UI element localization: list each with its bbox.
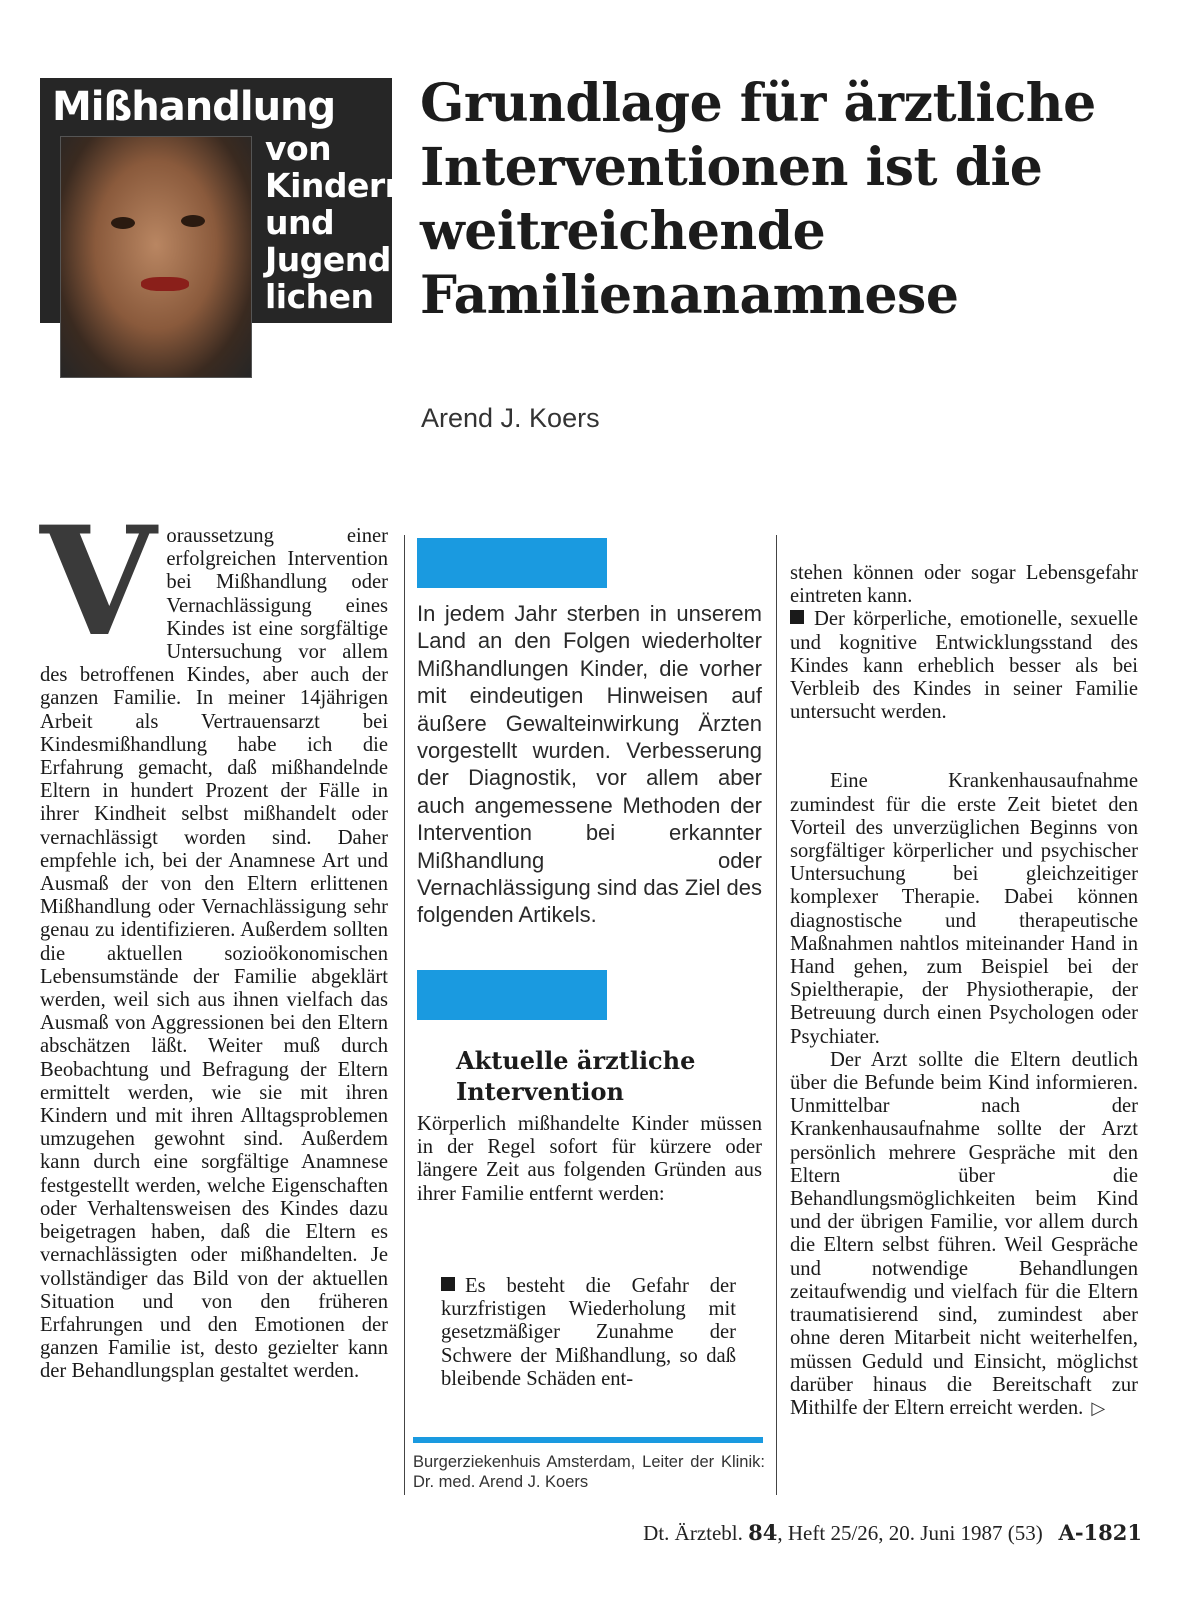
journal-name: Dt. Ärztebl. — [643, 1521, 743, 1545]
journal-volume: 84 — [748, 1520, 778, 1545]
paragraph: Eine Krankenhausaufnahme zumindest für die erste Zeit bietet den Vorteil des unverzüglichen Beginns von sorgfältiger körperlicher und psychischer Untersuchung bei gleichzeitiger komplexer Therapie. Dabei können diagnostische und therapeutische Maßnahmen nahtlos miteinander Hand in Hand gehen, zum Beispiel bei der Spieltherapie, der Physiotherapie, der Betreuung durch einen Psychologen oder Psychiater. — [790, 770, 1138, 1048]
badge-subtitle-line: von — [265, 129, 332, 168]
column-3 — [790, 562, 1138, 1420]
dropcap: V — [40, 494, 157, 670]
badge-subtitle-line: lichen — [265, 277, 374, 316]
section-heading: Aktuelle ärztliche Intervention — [456, 1046, 696, 1106]
page-number: A-1821 — [1058, 1520, 1142, 1545]
continue-arrow-icon: ▷ — [1091, 1397, 1106, 1419]
bullet-square-icon — [441, 1277, 455, 1291]
article-headline: Grundlage für ärztliche Interventionen ist die weitreichende Familienanamnese — [420, 73, 1096, 326]
bullet-item — [790, 608, 1138, 724]
bullet-item — [441, 1275, 736, 1391]
accent-bar — [417, 538, 607, 588]
column-divider — [404, 535, 405, 1495]
bullet-square-icon — [790, 610, 804, 624]
column-1-text: oraussetzung einer erfolgreichen Intervention bei Mißhandlung oder Vernachlässigung eines Kindes ist eine sorgfältige Untersuchung vor allem des betroffenen Kindes, aber auch der ganzen Familie. In meiner 14jährigen Arbeit als Vertrauensarzt bei Kindesmißhandlung habe ich die Erfahrung gemacht, daß mißhandelnde Eltern in hundert Prozent der Fälle in ihrer Kindheit selbst mißhandelt oder vernachlässigt worden sind. Daher empfehle ich, bei der Anamnese Art und Ausmaß der von den Eltern erlittenen Mißhandlung oder Vernachlässigung sehr genau zu identifizieren. Außerdem sollten die aktuellen sozioökonomischen Lebensumstände der Familie abgeklärt werden, weil sich aus ihnen vielfach das Ausmaß von Aggressionen bei den Eltern abschätzen läßt. Weiter muß durch Beobachtung und Befragung der Eltern ermittelt werden, wie sie mit ihren Kindern und mit ihren Alltagsproblemen umzugehen gewohnt sind. Außerdem kann durch eine sorgfältige Anamnese festgestellt werden, welche Eigenschaften oder Verhaltensweisen des Kindes dazu beigetragen haben, daß die Eltern es vernachlässigten oder mißhandelten. Je vollständiger das Bild von der aktuellen Situation und von den früheren Erfahrungen und den Emotionen der ganzen Familie ist, desto gezielter kann der Behandlungsplan gestaltet werden. — [40, 525, 388, 1383]
paragraph — [790, 1049, 1138, 1420]
badge-subtitle-line: und — [265, 203, 335, 242]
page-footer — [643, 1520, 1142, 1546]
accent-bar — [417, 970, 607, 1020]
column-1 — [40, 494, 388, 1384]
paragraph-text: Der Arzt sollte die Eltern deutlich über die Befunde beim Kind informieren. Unmittelbar nach der Krankenhausaufnahme sollte der Arzt persönlich mehrere Gespräche mit den Eltern über die Behandlungsmöglichkeiten beim Kind und der übrigen Familie, vor allem durch die Eltern selbst führen. Weil Gespräche und notwendige Behandlungen zeitaufwendig und vielfach für die Eltern traumatisierend sind, zumindest aber ohne deren Mitarbeit nicht weiterhelfen, müssen Geduld und Einsicht, möglichst darüber hinaus die Bereitschaft zur Mithilfe der Eltern erreicht werden. — [790, 1048, 1138, 1419]
badge-subtitle — [265, 129, 408, 316]
child-photo — [60, 136, 252, 378]
continued-text: stehen können oder sogar Lebensgefahr eintreten kann. — [790, 562, 1138, 608]
lead-paragraph: In jedem Jahr sterben in unserem Land an den Folgen wiederholter Mißhandlungen Kinder, die vorher mit eindeutigen Hinweisen auf äußere Gewalteinwirkung Ärzten vorgestellt wurden. Verbesserung der Diagnostik, vor allem aber auch angemessene Methoden der Intervention bei erkannter Mißhandlung oder Vernachlässigung sind das Ziel des folgenden Artikels. — [417, 601, 762, 928]
column-2-body: Körperlich mißhandelte Kinder müssen in der Regel sofort für kürzere oder längere Zeit aus folgenden Gründen aus ihrer Familie entfernt werden: — [417, 1113, 762, 1205]
badge-subtitle-line: Kindern — [265, 166, 408, 205]
badge-title: Mißhandlung — [52, 84, 336, 130]
series-badge — [40, 78, 408, 323]
author-name: Arend J. Koers — [421, 403, 600, 433]
footnote-rule — [413, 1437, 763, 1443]
affiliation-footnote: Burgerziekenhuis Amsterdam, Leiter der Klinik: Dr. med. Arend J. Koers — [413, 1453, 765, 1491]
issue-info: , Heft 25/26, 20. Juni 1987 (53) — [777, 1521, 1043, 1545]
bullet-text: Es besteht die Gefahr der kurzfristigen Wiederholung mit gesetzmäßiger Zunahme der Schwere der Mißhandlung, so daß bleibende Schäden ent- — [441, 1275, 736, 1390]
bullet-text: Der körperliche, emotionelle, sexuelle und kognitive Entwicklungsstand des Kindes kann erheblich besser als bei Verbleib des Kindes in seiner Familie untersucht werden. — [790, 608, 1138, 724]
column-divider — [776, 535, 777, 1495]
badge-subtitle-line: Jugend- — [265, 240, 405, 279]
